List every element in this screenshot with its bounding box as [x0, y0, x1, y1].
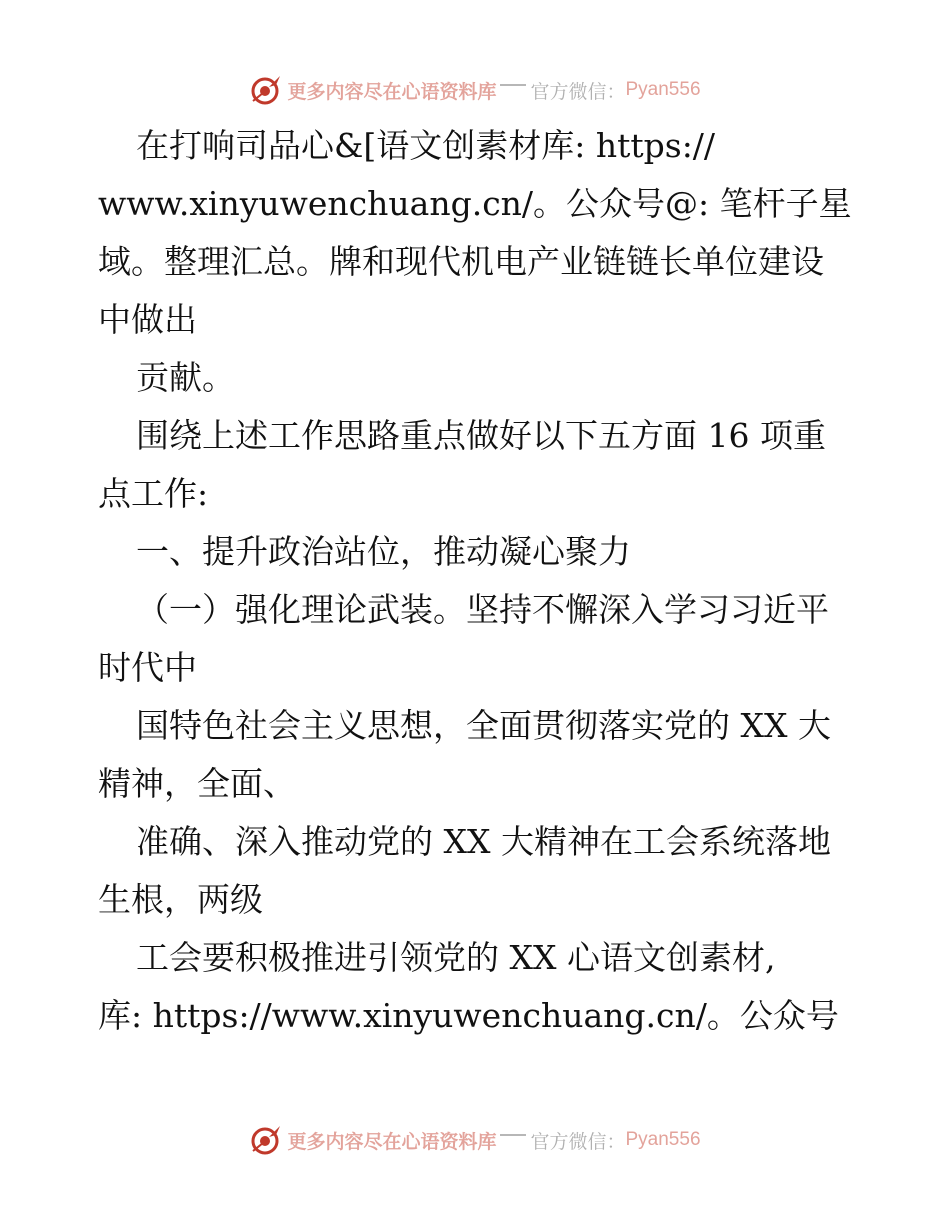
- text-line: 生根，两级: [98, 880, 263, 919]
- quill-logo-icon: [249, 73, 283, 107]
- text-line: 点工作:: [98, 474, 209, 513]
- text-line: 准确、深入推动党的 XX 大精神在工会系统落地: [136, 822, 831, 861]
- text-line: 时代中: [98, 648, 197, 687]
- document-body: [98, 117, 858, 1045]
- banner-label: 官方微信：: [530, 80, 626, 103]
- text-line: （一）强化理论武装。坚持不懈深入学习习近平: [136, 590, 829, 629]
- text-line: 贡献。: [136, 358, 235, 397]
- text-line: 在打响司品心&[语文创素材库: https://: [136, 126, 716, 165]
- text-line: 国特色社会主义思想，全面贯彻落实党的 XX 大: [136, 706, 831, 745]
- banner-text: 更多内容尽在心语资料库: [287, 80, 497, 103]
- text-line: 库: https://www.xinyuwenchuang.cn/。公众号: [98, 996, 839, 1035]
- text-line: 工会要积极推进引领党的 XX 心语文创素材,: [136, 938, 776, 977]
- quill-logo-icon: [249, 1123, 283, 1157]
- footer-banner: [0, 1120, 950, 1160]
- banner-wechat-id: Pyan556: [625, 1129, 701, 1150]
- banner-divider: [500, 84, 526, 86]
- text-line: 围绕上述工作思路重点做好以下五方面 16 项重: [136, 416, 826, 455]
- header-banner: [0, 70, 950, 110]
- text-line: 中做出: [98, 300, 197, 339]
- banner-wechat-id: Pyan556: [625, 79, 701, 100]
- text-line: 域。整理汇总。牌和现代机电产业链链长单位建设: [98, 242, 824, 281]
- section-heading: 一、提升政治站位，推动凝心聚力: [136, 532, 631, 571]
- banner-divider: [500, 1134, 526, 1136]
- banner-label: 官方微信：: [530, 1130, 626, 1153]
- banner-text: 更多内容尽在心语资料库: [287, 1130, 497, 1153]
- text-line: 精神，全面、: [98, 764, 296, 803]
- text-line: www.xinyuwenchuang.cn/。公众号@: 笔杆子星: [98, 184, 852, 223]
